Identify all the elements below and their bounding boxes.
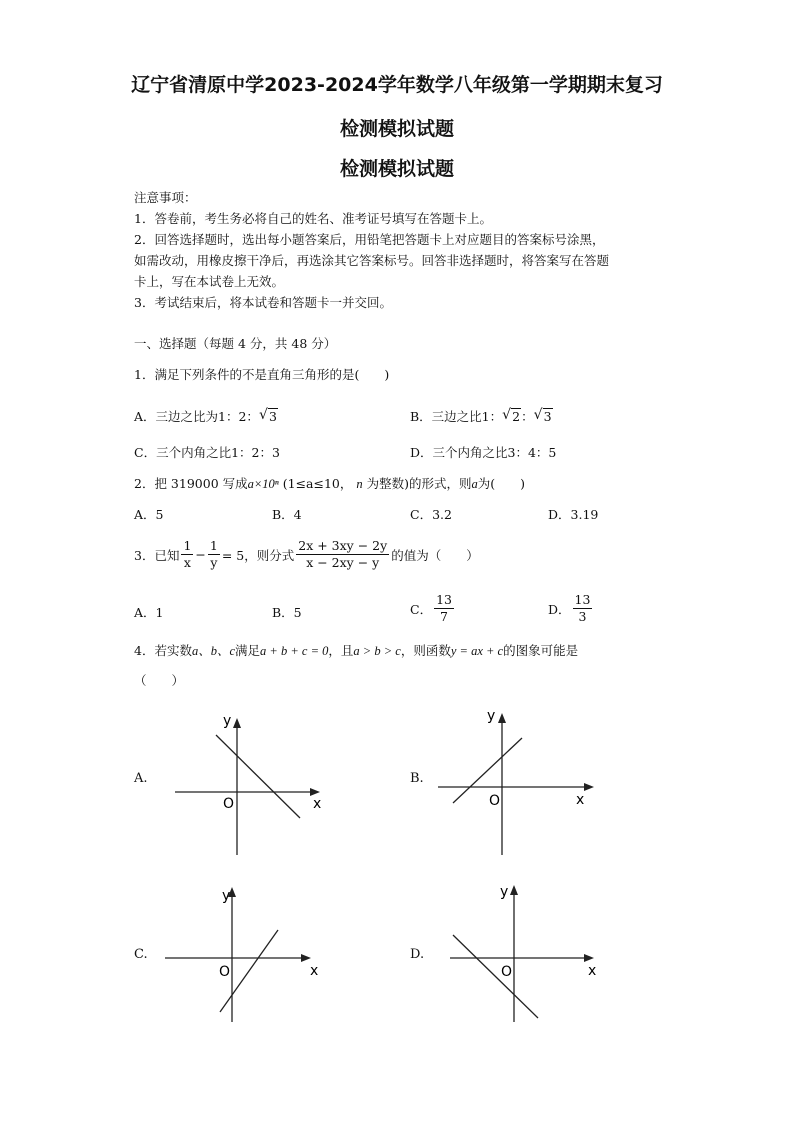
q1-option-d: D．三个内角之比3：4：5 [410,445,557,460]
q3-option-a: A．1 [134,605,164,620]
origin-label: O [501,964,513,980]
notes-item-2: 2．回答选择题时，选出每小题答案后，用铅笔把答题卡上对应题目的答案标号涂黑， [134,232,605,247]
origin-label: O [223,796,235,812]
x-axis-arrow-icon [584,783,594,791]
q3-option-d: D． $\frac{13}{3}$ [548,592,591,624]
q1-stem: 1．满足下列条件的不是直角三角形的是( ) [134,367,390,382]
q4-option-c-graph [150,880,350,1030]
notes-heading: 注意事项： [134,190,197,205]
notes-item-3: 3．考试结束后，将本试卷和答题卡一并交回。 [134,295,392,310]
x-axis-label: x [313,796,322,812]
sqrt-icon: √ 3 [534,409,553,424]
q4-stem-paren: （ ） [134,673,185,688]
q3-option-c: C． $\frac{13}{7}$ [410,592,452,624]
q3-option-c-fraction: $\frac{13}{7}$ [436,592,452,624]
y-axis-arrow-icon [233,718,241,728]
exam-subtitle-repeat: 检测模拟试题 [339,158,454,180]
q2-expr: a×10ⁿ [247,477,279,491]
q4-option-d-graph [440,880,640,1030]
y-axis-arrow-icon [498,713,506,723]
y-axis-label: y [500,884,509,900]
q3-option-d-fraction: $\frac{13}{3}$ [574,592,591,624]
q4-option-d-label: D. [410,947,425,962]
y-axis-arrow-icon [510,885,518,895]
exam-subtitle: 检测模拟试题 [339,118,454,140]
q2-option-b: B．4 [272,507,302,522]
q2-option-c: C．3.2 [410,507,452,522]
q4-stem: 4．若实数a、b、c满足a + b + c = 0，且a > b > c，则函数y = ax + c的图象可能是 [134,643,579,658]
q3-option-b: B．5 [272,605,302,620]
origin-label: O [489,793,501,809]
x-axis-label: x [310,963,319,979]
notes-item-1: 1．答卷前，考生务必将自己的姓名、准考证号填写在答题卡上。 [134,211,492,226]
x-axis-arrow-icon [584,954,594,962]
y-axis-label: y [487,708,496,724]
x-axis-label: x [576,792,585,808]
q1-option-b: B．三边之比1：√ 2：√ 3 [410,407,553,425]
q2-stem: 2．把 319000 写成a×10ⁿ (1≤a≤10， n 为整数)的形式，则a为( ) [134,476,525,491]
q4-option-a-label: A. [134,771,148,786]
q2-option-a: A．5 [134,507,164,522]
sqrt-icon: √ 2 [502,409,521,424]
q3-fraction-2: $\frac{1}{y}$ [209,538,218,570]
section-heading: 一、选择题（每题 4 分，共 48 分） [134,336,337,351]
q3-fraction-1: $\frac{1}{x}$ [183,538,192,570]
q1-option-c: C．三个内角之比1：2：3 [134,445,280,460]
function-line [453,738,522,803]
q4-option-a-graph [150,700,350,870]
notes-item-2-cont: 如需改动，用橡皮擦干净后，再选涂其它答案标号。回答非选择题时，将答案写在答题 [134,253,610,268]
x-axis-label: x [588,963,597,979]
q4-option-b-label: B. [410,771,424,786]
function-line [453,935,538,1018]
x-axis-arrow-icon [310,788,320,796]
origin-label: O [219,964,231,980]
q1-option-a-text: A．三边之比为1：2： [134,409,259,424]
y-axis-label: y [222,888,231,904]
exam-title: 辽宁省清原中学2023-2024学年数学八年级第一学期期末复习 [131,74,663,96]
q1-option-b-text: B．三边之比1： [410,409,503,424]
notes-item-2-end: 卡上，写在本试卷上无效。 [134,274,285,289]
q4-option-b-graph [428,700,628,870]
x-axis-arrow-icon [301,954,311,962]
q4-option-c-label: C. [134,947,148,962]
q3-stem: 3．已知 $\frac{1}{x}$ − $\frac{1}{y}$ = 5，则分式 $\frac{2x + 3xy - 2y}{x - 2xy - y}$ 的值为（ ） [134,538,479,570]
q2-option-d: D．3.19 [548,507,599,522]
q1-option-a [134,407,278,425]
y-axis-label: y [223,713,232,729]
q3-fraction-3: $\frac{2x + 3xy - 2y}{x - 2xy - y}$ [298,538,388,570]
sqrt-icon: √ 3 [259,409,278,424]
